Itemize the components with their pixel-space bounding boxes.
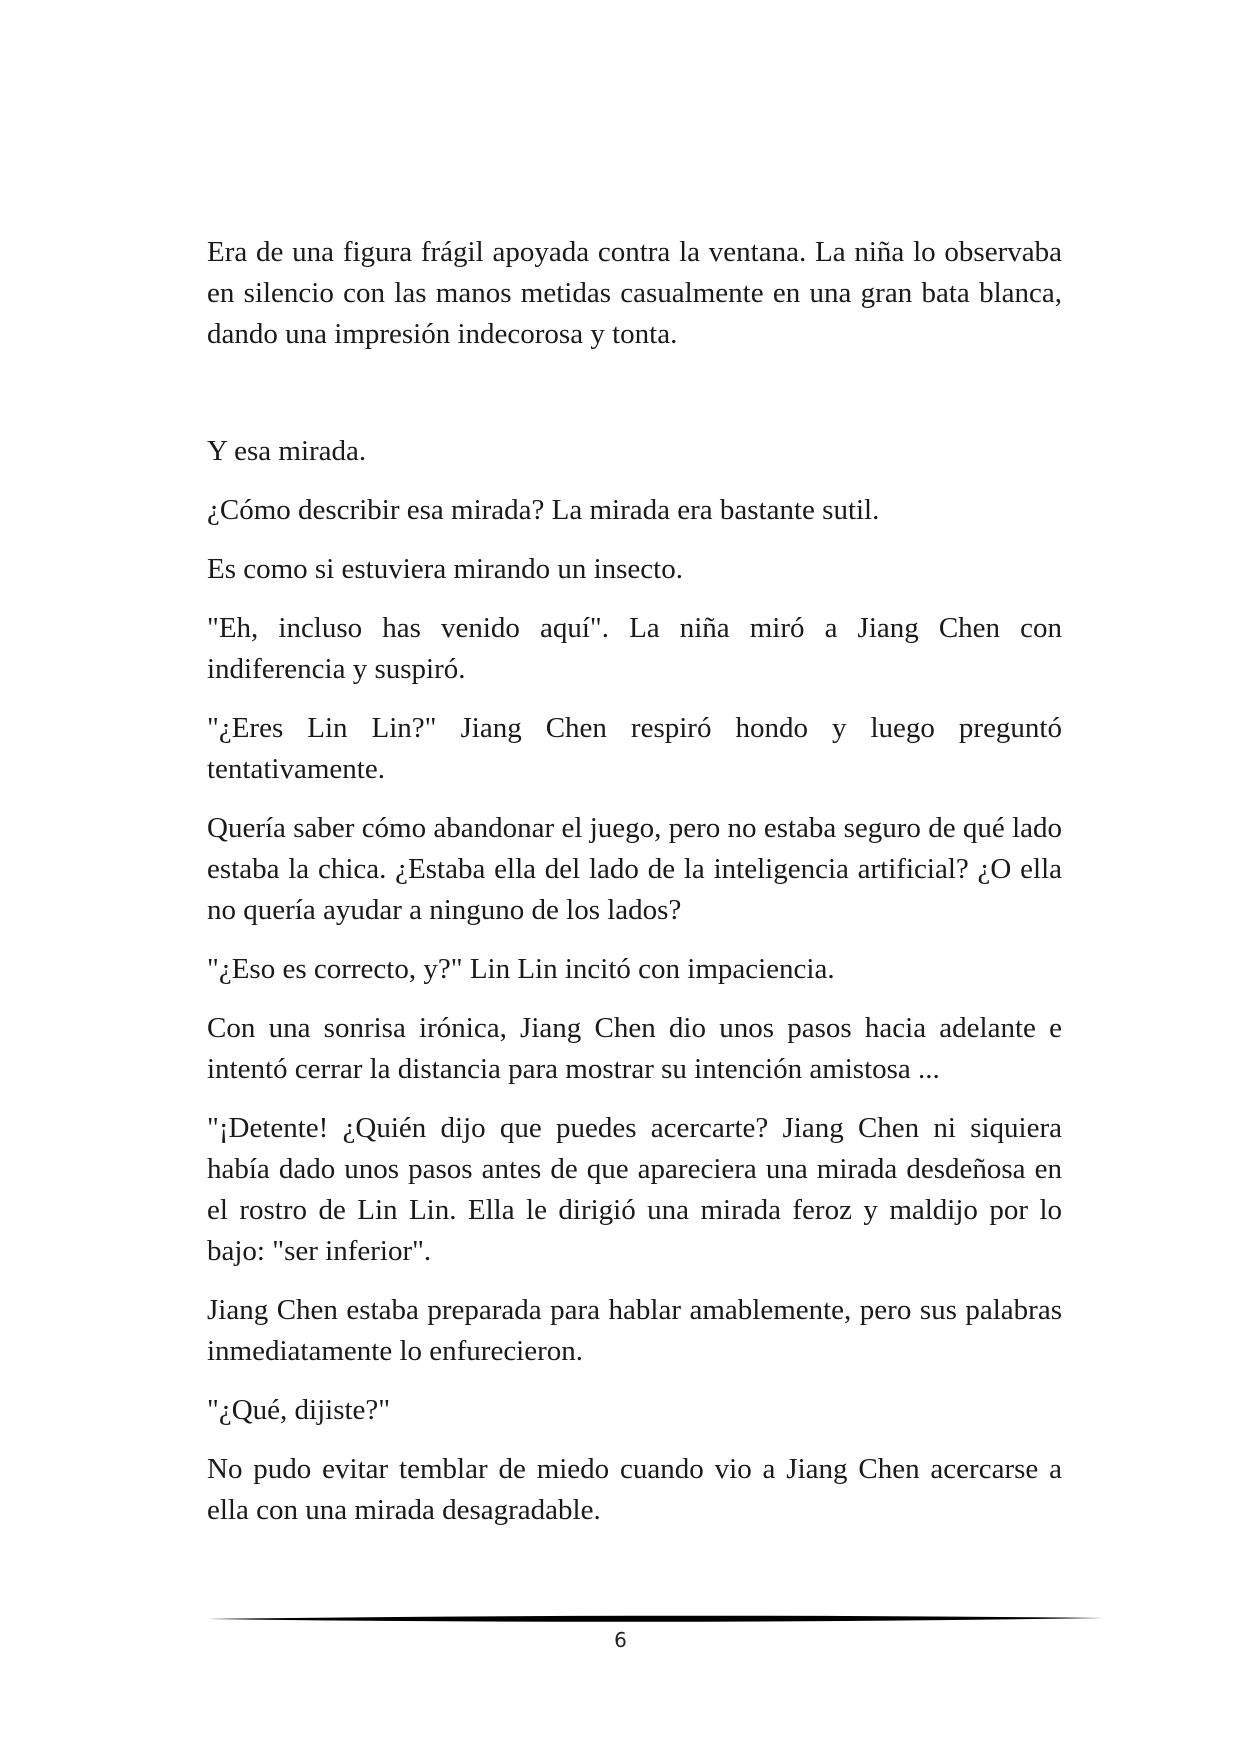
- paragraph-2: Y esa mirada.: [207, 435, 367, 467]
- paragraph-5: "Eh, incluso has venido aquí". La niña miró a Jiang Chen con indiferencia y suspiró.: [207, 612, 1062, 685]
- paragraph-11: Jiang Chen estaba preparada para hablar amablemente, pero sus palabras inmediatamente lo enfurecieron.: [207, 1294, 1062, 1367]
- paragraph-4: Es como si estuviera mirando un insecto.: [207, 553, 683, 585]
- paragraph-12: "¿Qué, dijiste?": [207, 1394, 391, 1426]
- paragraph-7: Quería saber cómo abandonar el juego, pero no estaba seguro de qué lado estaba la chica. ¿Estaba ella del lado de la inteligencia artificial? ¿O ella no quería ayudar a ninguno de los lados?: [207, 812, 1062, 926]
- paragraph-3: ¿Cómo describir esa mirada? La mirada era bastante sutil.: [207, 494, 880, 526]
- paragraph-9: Con una sonrisa irónica, Jiang Chen dio unos pasos hacia adelante e intentó cerrar la distancia para mostrar su intención amistosa ...: [207, 1012, 1062, 1085]
- footer-divider: [207, 1614, 1104, 1624]
- body-text: [207, 232, 1062, 1549]
- paragraph-8: "¿Eso es correcto, y?" Lin Lin incitó con impaciencia.: [207, 953, 835, 985]
- paragraph-6: "¿Eres Lin Lin?" Jiang Chen respiró hondo y luego preguntó tentativamente.: [207, 712, 1062, 785]
- page-number: 6: [614, 1628, 627, 1652]
- paragraph-10: "¡Detente! ¿Quién dijo que puedes acercarte? Jiang Chen ni siquiera había dado unos pasos antes de que apareciera una mirada desdeñosa en el rostro de Lin Lin. Ella le dirigió una mirada feroz y maldijo por lo bajo: "ser inferior".: [207, 1112, 1062, 1267]
- paragraph-13: No pudo evitar temblar de miedo cuando vio a Jiang Chen acercarse a ella con una mirada desagradable.: [207, 1453, 1062, 1526]
- paragraph-1: Era de una figura frágil apoyada contra la ventana. La niña lo observaba en silencio con las manos metidas casualmente en una gran bata blanca, dando una impresión indecorosa y tonta.: [207, 236, 1062, 350]
